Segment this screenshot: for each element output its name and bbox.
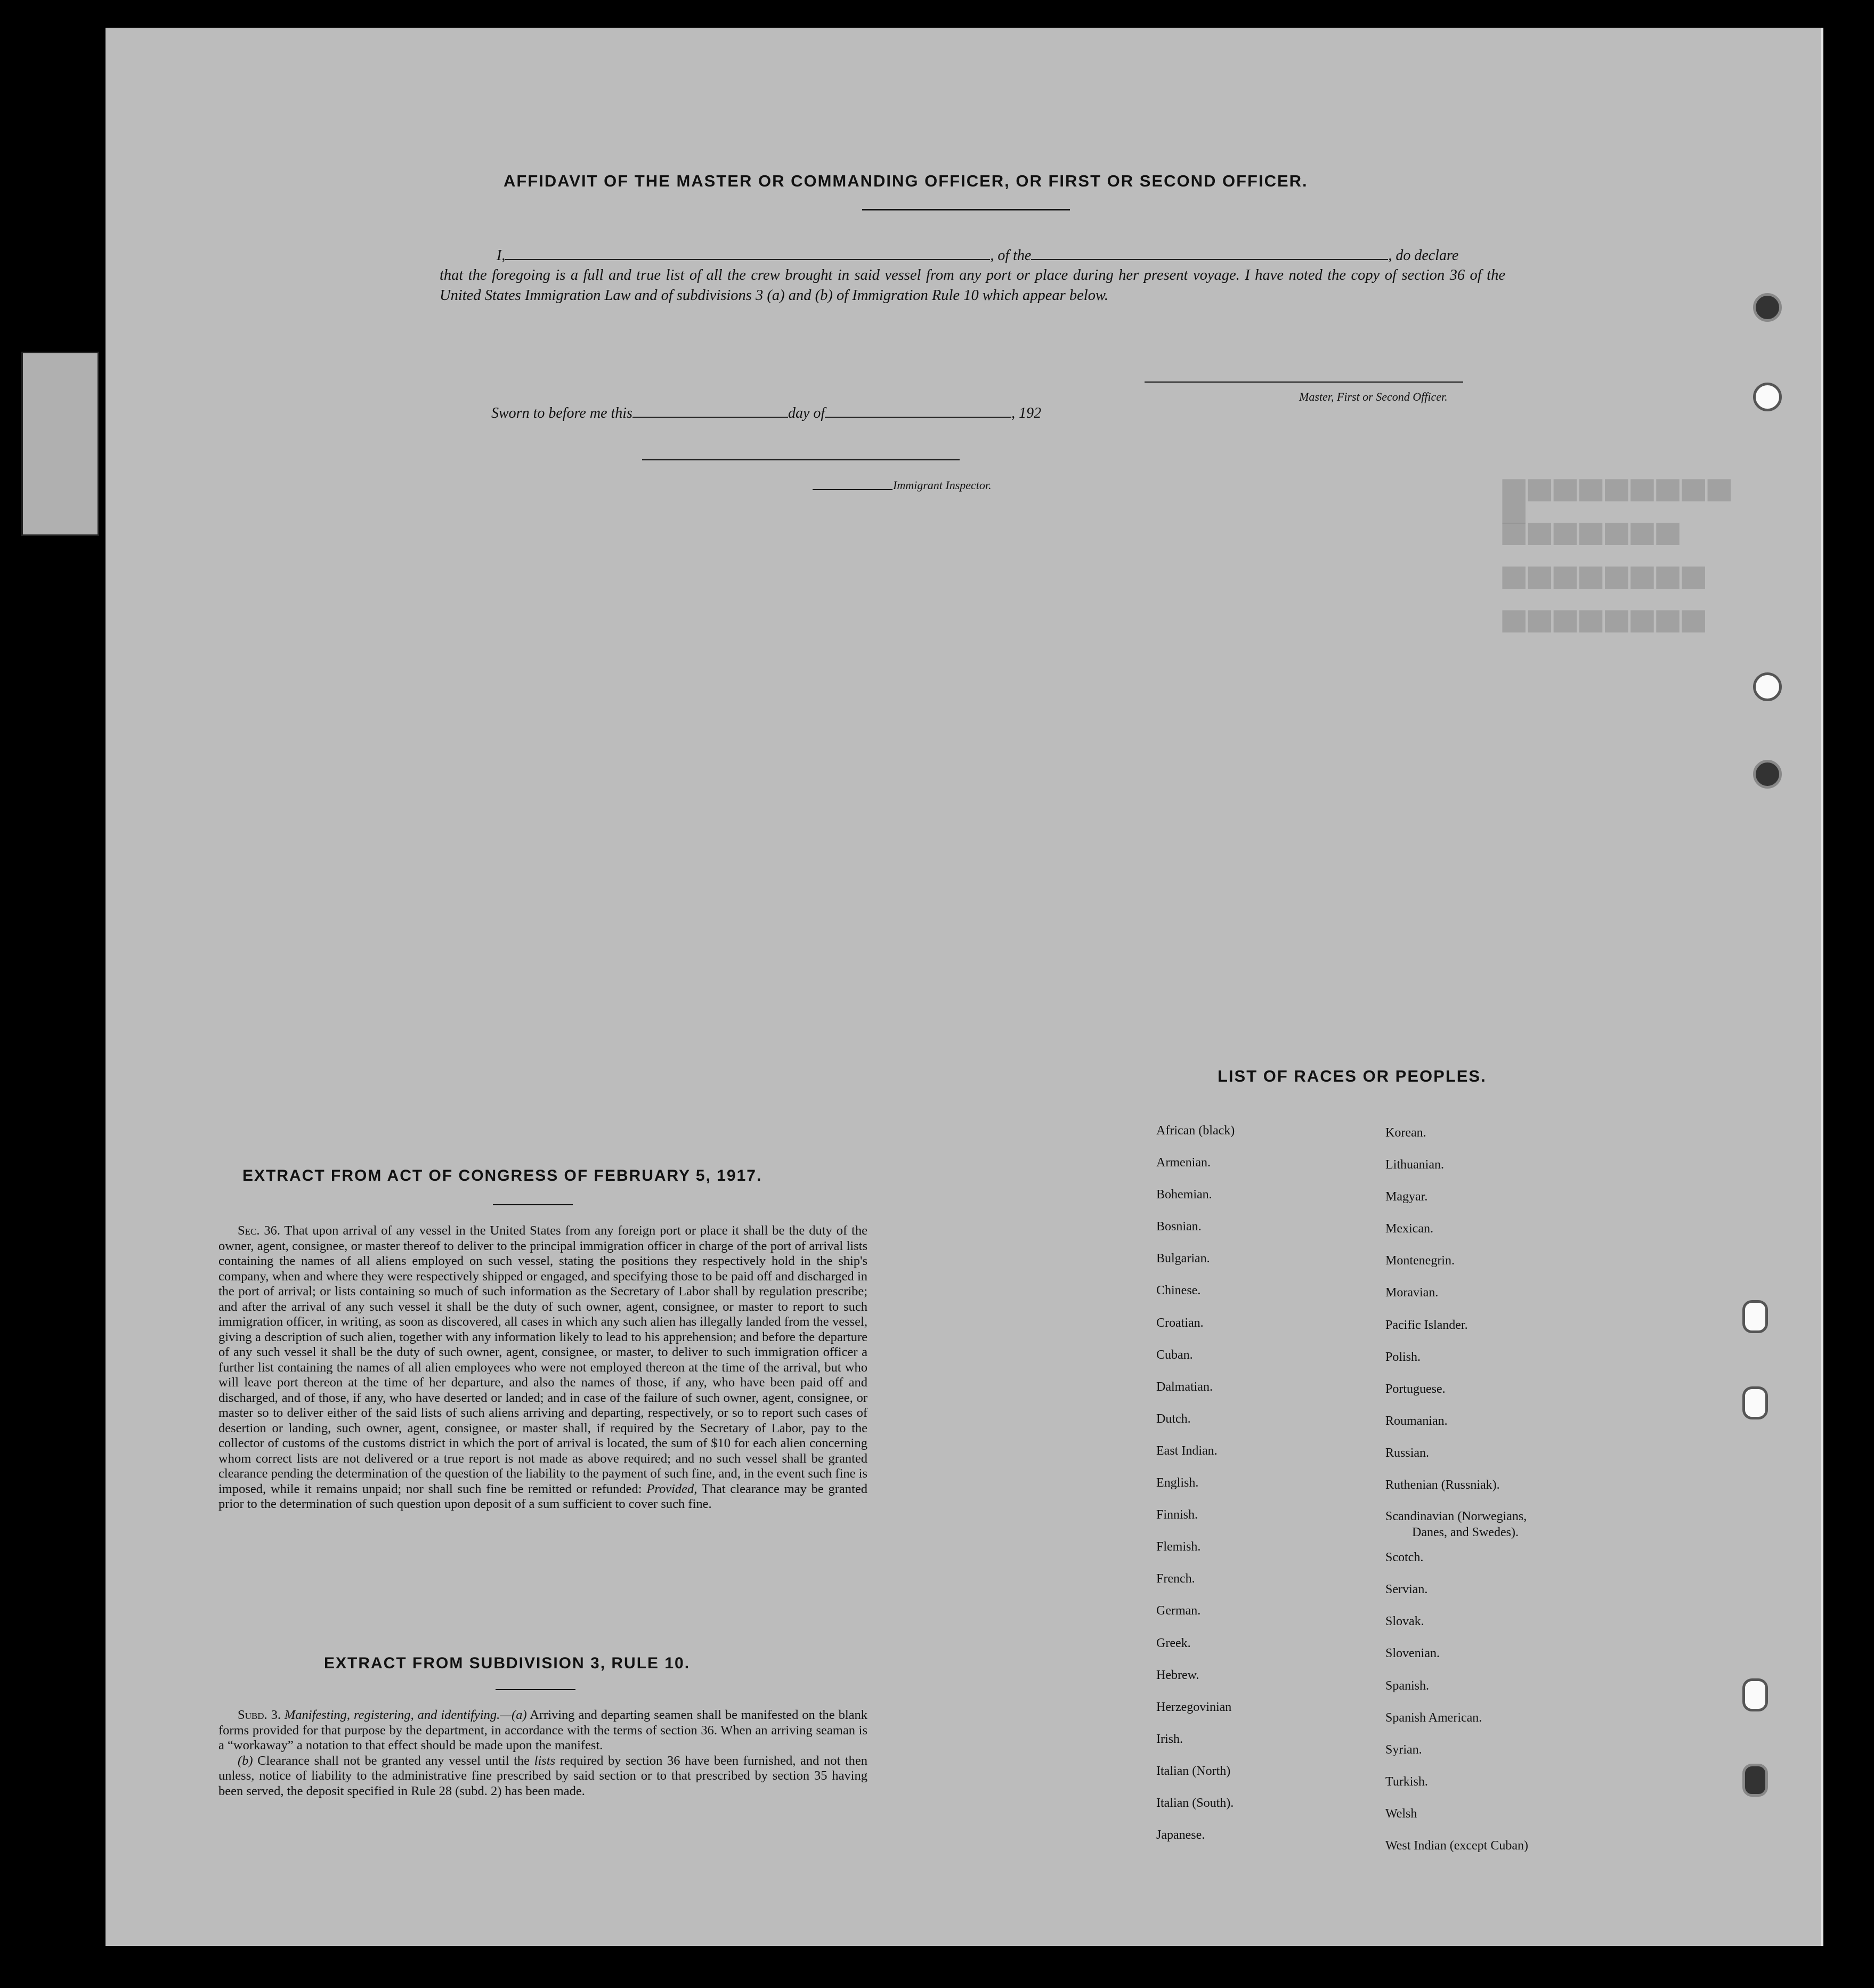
subd-a-text: Arriving and departing seamen shall be manifested on the blank forms provided for that purpose by the department, in accordance with the terms of section 36. When an arriving seaman is a “workaway” a notation to that effect should be made upon the manifest. [218, 1708, 868, 1752]
sworn-line [491, 404, 1041, 422]
vessel-blank[interactable] [1031, 246, 1388, 260]
race-item: Hebrew. [1156, 1668, 1199, 1682]
race-item: Ruthenian (Russniak). [1385, 1478, 1500, 1492]
subd-a-label: (a) [512, 1708, 527, 1722]
section-36-body: That upon arrival of any vessel in the United States from any foreign port or place it shall be the duty of the owner, agent, consignee, or master thereof to deliver to the principal immigration officer in charge of the port of arrival lists containing the names of all aliens employed on such vessel, stating the positions they respectively hold in the ship's company, when and where they were respectively shipped or engaged, and specifying those to be paid off and discharged in the port of arrival; or lists containing so much of such information as the Secretary of Labor shall by regulation prescribe; and after the arrival of any such vessel it shall be the duty of such owner, agent, consignee, or master to report to such immigration officer, in writing, as soon as discovered, all cases in which any such alien has illegally landed from the vessel, giving a description of such alien, together with any information likely to lead to his apprehension; and before the departure of any such vessel it shall be the duty of such owner, agent, consignee, or master, to deliver to such immigration officer a further list containing the names of all alien employees who were not employed thereon at the time of the arrival, but who will leave port thereon at the time of her departure, and also the names of those, if any, who have been paid off and discharged, and of those, if any, who have deserted or landed; and in case of the failure of such owner, agent, consignee, or master so to deliver either of the said lists of such aliens arriving and departing, respectively, or so to report such cases of desertion or landing, such owner, agent, consignee, or master shall, if required by the Secretary of Labor, pay to the collector of customs of the customs district in which the port of arrival is located, the sum of $10 for each alien concerning whom correct lists are not delivered or a true report is not made as above required; and no such vessel shall be granted clearance pending the determination of the question of the liability to the payment of such fine, and, in the event such fine is imposed, while it remains unpaid; nor shall such fine be remitted or refunded: [218, 1223, 867, 1496]
bleed-through-decoration: █▀▀▀▀▀▀▀▀ ▀▀▀▀▀▀▀ ▀▀▀▀▀▀▀▀ ▀▀▀▀▀▀▀▀ [1503, 480, 1734, 654]
race-item: Slovenian. [1385, 1646, 1440, 1661]
subd-heading: Manifesting, registering, and identifying.— [284, 1708, 512, 1722]
race-item-continued: Danes, and Swedes). [1412, 1526, 1519, 1540]
sworn-prefix: Sworn to before me this [491, 405, 632, 421]
section-36-text [218, 1223, 867, 1512]
race-item: Magyar. [1385, 1190, 1428, 1204]
race-item: Cuban. [1156, 1348, 1193, 1362]
race-item: Syrian. [1385, 1742, 1422, 1757]
binder-tab [21, 352, 99, 536]
race-item: Irish. [1156, 1732, 1183, 1746]
binder-hole [1742, 1300, 1768, 1333]
extract-act-title: EXTRACT FROM ACT OF CONGRESS OF FEBRUARY 5, 1917. [242, 1167, 762, 1184]
races-right-column [1385, 1117, 1528, 1862]
extract-act-rule [493, 1204, 573, 1205]
race-item: Russian. [1385, 1446, 1430, 1460]
race-item: Scandinavian (Norwegians, [1385, 1510, 1527, 1524]
race-item: Italian (North) [1156, 1764, 1231, 1778]
race-item: Dalmatian. [1156, 1380, 1213, 1394]
races-title: LIST OF RACES OR PEOPLES. [1218, 1067, 1487, 1085]
master-signature-label: Master, First or Second Officer. [1299, 390, 1448, 403]
sworn-year: , 192 [1011, 405, 1042, 421]
section-36-end: That clearance may be granted prior to the determination of such question upon deposit of a sum sufficient to cover such fine. [218, 1481, 867, 1511]
binder-hole [1742, 1678, 1768, 1711]
subd-b-label: (b) [238, 1753, 253, 1768]
race-item: East Indian. [1156, 1443, 1218, 1458]
race-item: Bulgarian. [1156, 1252, 1210, 1266]
binder-hole [1753, 760, 1782, 789]
race-item: African (black) [1156, 1124, 1235, 1138]
subd-b-text-1: Clearance shall not be granted any vessel until the [257, 1753, 530, 1768]
race-item: Welsh [1385, 1806, 1417, 1821]
rule-10-text [218, 1708, 867, 1799]
inspector-short-line [813, 489, 893, 490]
race-item: Bohemian. [1156, 1188, 1212, 1202]
race-item: Bosnian. [1156, 1220, 1202, 1234]
declare-of-the: , of the [990, 247, 1032, 264]
race-item: Polish. [1385, 1350, 1421, 1364]
races-left-column [1156, 1115, 1235, 1851]
inspector-signature-line[interactable] [642, 459, 960, 460]
race-item: West Indian (except Cuban) [1385, 1838, 1528, 1853]
race-item: Greek. [1156, 1636, 1191, 1650]
subd-b-lists: lists [534, 1753, 556, 1768]
affidavit-title-rule [862, 209, 1070, 210]
race-item: Servian. [1385, 1583, 1428, 1597]
race-item: Japanese. [1156, 1828, 1205, 1843]
subd-label: Subd. 3. [238, 1708, 281, 1722]
sworn-date-blank[interactable] [632, 404, 788, 418]
race-item: Italian (South). [1156, 1796, 1234, 1810]
binder-hole [1753, 383, 1782, 411]
race-item: Finnish. [1156, 1508, 1198, 1522]
name-blank[interactable] [505, 246, 990, 260]
affidavit-title: AFFIDAVIT OF THE MASTER OR COMMANDING OFFICER, OR FIRST OR SECOND OFFICER. [504, 172, 1308, 190]
binder-hole [1742, 1764, 1768, 1797]
affidavit-body: that the foregoing is a full and true list of all the crew brought in said vessel from any port or place during her present voyage. I have noted the copy of section 36 of the United States Immigration Law and of subdivisions 3 (a) and (b) of Immigration Rule 10 which appear below. [440, 267, 1505, 304]
provided-word: Provided, [646, 1481, 697, 1496]
race-item: French. [1156, 1572, 1195, 1586]
declare-i: I, [497, 247, 506, 264]
race-item: Spanish American. [1385, 1710, 1482, 1725]
race-item: English. [1156, 1476, 1199, 1490]
declare-do-declare: , do declare [1388, 247, 1459, 264]
race-item: Armenian. [1156, 1156, 1211, 1170]
race-item: Slovak. [1385, 1614, 1424, 1629]
race-item: Mexican. [1385, 1222, 1433, 1236]
race-item: Montenegrin. [1385, 1254, 1455, 1268]
race-item: Flemish. [1156, 1540, 1201, 1554]
binder-hole [1742, 1386, 1768, 1419]
race-item: Dutch. [1156, 1411, 1191, 1426]
race-item: German. [1156, 1604, 1201, 1618]
race-item: Scotch. [1385, 1551, 1424, 1565]
extract-rule-rule [496, 1689, 575, 1690]
race-item: Herzegovinian [1156, 1700, 1232, 1714]
sworn-day-of: day of [788, 405, 825, 421]
race-item: Croatian. [1156, 1316, 1204, 1330]
extract-rule-title: EXTRACT FROM SUBDIVISION 3, RULE 10. [324, 1654, 691, 1672]
section-label: Sec. 36. [238, 1223, 281, 1238]
inspector-label: Immigrant Inspector. [893, 478, 992, 492]
sworn-month-blank[interactable] [825, 404, 1011, 418]
binder-hole [1753, 672, 1782, 701]
race-item: Pacific Islander. [1385, 1318, 1468, 1332]
race-item: Roumanian. [1385, 1414, 1448, 1428]
subd-b-text-2: required by section 36 have been furnished, and not then unless, notice of liability to the administrative fine prescribed by said section or to that prescribed by section 35 having been served, the deposit specified in Rule 28 (subd. 2) has been made. [218, 1753, 868, 1798]
race-item: Portuguese. [1385, 1382, 1446, 1396]
race-item: Spanish. [1385, 1678, 1430, 1693]
race-item: Lithuanian. [1385, 1158, 1444, 1172]
declaration-line [497, 246, 1458, 264]
race-item: Korean. [1385, 1126, 1426, 1140]
binder-hole [1753, 293, 1782, 322]
race-item: Turkish. [1385, 1774, 1428, 1789]
race-item: Moravian. [1385, 1286, 1439, 1300]
master-signature-line[interactable] [1145, 382, 1463, 383]
race-item: Chinese. [1156, 1284, 1201, 1298]
